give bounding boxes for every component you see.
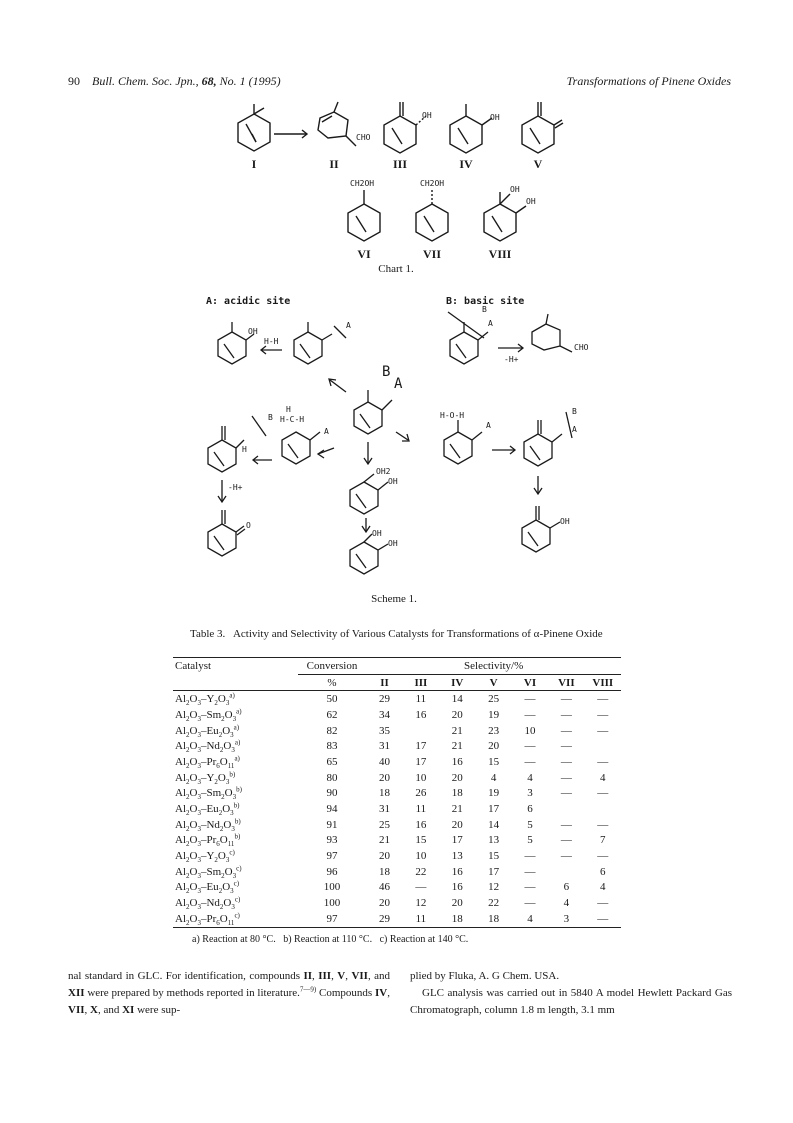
selectivity-cell: 4: [527, 771, 533, 784]
scheme-group-label: A: [488, 319, 493, 328]
chart1-group-label: OH: [490, 113, 500, 122]
conversion-cell: 83: [326, 740, 338, 753]
scheme-group-label: H-C-H: [280, 415, 305, 424]
reference-citation: 7—9): [299, 985, 317, 994]
selectivity-cell: —: [524, 881, 536, 894]
selectivity-cell: 18: [379, 865, 390, 878]
page-number: 90: [68, 74, 80, 88]
selectivity-cell: 29: [366, 911, 402, 927]
selectivity-cell: 34: [379, 708, 390, 721]
catalyst-cell: $Al_2O_3-Pr_6O_{11}^{c)}$: [173, 911, 298, 927]
conversion-cell: 94: [326, 803, 338, 816]
scheme-ring: [450, 332, 478, 364]
selectivity-cell: 40: [379, 755, 390, 768]
header-conversion: [298, 658, 367, 675]
scheme-group-label: H: [286, 405, 291, 414]
compound-label: VIII: [488, 247, 512, 261]
body-text: ,: [84, 1004, 91, 1016]
selectivity-cell: —: [560, 724, 572, 737]
scheme-ring: [282, 432, 310, 464]
selectivity-cell: —: [560, 771, 572, 784]
catalyst-cell: $Al_2O_3-Sm_2O_3^{a)}$: [175, 707, 242, 724]
table3: [173, 657, 621, 928]
selectivity-cell: 20: [379, 850, 390, 863]
conversion-cell: 91: [326, 818, 338, 831]
selectivity-cell: 5: [527, 834, 533, 847]
catalyst-cell: $Al_2O_3-Sm_2O_3^{c)}$: [175, 864, 242, 880]
selectivity-cell: 22: [415, 865, 427, 878]
body-text: Compounds: [316, 987, 376, 999]
scheme-group-label: OH: [560, 517, 570, 526]
selectivity-cell: 4: [600, 771, 606, 784]
scheme-ring: [294, 332, 322, 364]
catalyst-cell: $Al_2O_3-Pr_6O_{11}^{a)}$: [175, 754, 240, 771]
selectivity-cell: —: [597, 755, 609, 768]
table-row: [173, 848, 621, 864]
compound-ref: VII: [351, 970, 368, 982]
scheme-group-label: H-H: [264, 337, 279, 346]
selectivity-cell: 25: [379, 818, 390, 831]
conversion-cell: 100: [323, 897, 341, 910]
body-text: nal standard in GLC. For identification, compounds: [68, 970, 304, 982]
catalyst-cell: $Al_2O_3-Pr_6O_{11}^{b)}$: [175, 832, 241, 849]
scheme-ring: [350, 482, 378, 514]
body-text: , and: [97, 1004, 123, 1016]
table3-label: Table 3.: [190, 628, 226, 640]
selectivity-cell: 10: [415, 850, 427, 863]
body-paragraph: GLC analysis was carried out in 5840 A model Hewlett Packard Gas Chromatograph, column 1.8 m length, 3.1 mm: [410, 987, 732, 1016]
selectivity-cell: —: [585, 911, 621, 927]
selectivity-cell: —: [560, 708, 572, 721]
compound-ref: V: [337, 970, 346, 982]
compound-label: VII: [422, 247, 442, 261]
basic-site-label: B: basic site: [446, 296, 525, 307]
selectivity-cell: —: [597, 850, 609, 863]
selectivity-cell: 3: [548, 911, 584, 927]
scheme-group-label: B: [268, 413, 273, 422]
body-text: ,: [331, 970, 338, 982]
selectivity-cell: 31: [379, 740, 390, 753]
table-row: [173, 801, 621, 817]
selectivity-cell: 20: [379, 897, 390, 910]
selectivity-cell: 20: [379, 771, 390, 784]
conversion-cell: 96: [326, 865, 338, 878]
selectivity-cell: 5: [527, 818, 533, 831]
table-row: [173, 786, 621, 802]
header-product: V: [475, 674, 511, 691]
scheme-group-label: -H+: [504, 355, 519, 364]
conversion-cell: 97: [298, 911, 367, 927]
selectivity-cell: 20: [451, 897, 463, 910]
compound-VII-structure: [416, 190, 448, 241]
selectivity-cell: —: [597, 724, 609, 737]
scheme-ring: [532, 324, 560, 350]
scheme-group-label: CHO: [574, 343, 589, 352]
chart1-group-label: CHO: [356, 133, 371, 142]
header-product: III: [403, 674, 439, 691]
chart1-group-label: OH: [526, 197, 536, 206]
selectivity-cell: 7: [600, 834, 606, 847]
scheme-group-label: A: [572, 425, 577, 434]
selectivity-cell: —: [597, 818, 609, 831]
table-row: [173, 833, 621, 849]
acidic-site-label: A: acidic site: [206, 296, 291, 307]
catalyst-cell: $Al_2O_3-Nd_2O_3^{b)}$: [175, 817, 241, 833]
compound-IV-structure: [450, 104, 492, 153]
selectivity-cell: 11: [403, 911, 439, 927]
conversion-cell: 65: [326, 755, 338, 768]
table-row: [173, 738, 621, 754]
selectivity-cell: 18: [451, 787, 463, 800]
header-product: II: [366, 674, 402, 691]
scheme1-diagram: [196, 292, 616, 592]
selectivity-cell: 46: [379, 881, 390, 894]
selectivity-cell: —: [560, 755, 572, 768]
running-header-left: [68, 74, 281, 89]
compound-II-structure: [318, 102, 356, 146]
table-row: [173, 707, 621, 723]
selectivity-cell: —: [560, 693, 572, 706]
table3-footnotes: a) Reaction at 80 °C. b) Reaction at 110 °C. c) Reaction at 140 °C.: [192, 934, 469, 945]
table-row: [173, 817, 621, 833]
selectivity-cell: 20: [451, 818, 463, 831]
selectivity-cell: 4: [600, 881, 606, 894]
selectivity-cell: 21: [451, 740, 463, 753]
body-paragraph: plied by Fluka, A. G Chem. USA.: [410, 970, 560, 982]
compound-label: III: [392, 157, 408, 171]
selectivity-cell: 18: [439, 911, 475, 927]
table-row: [173, 880, 621, 896]
scheme-ring: [208, 440, 236, 472]
selectivity-cell: 16: [415, 818, 427, 831]
catalyst-cell: $Al_2O_3-Y_2O_3^{b)}$: [175, 770, 236, 786]
header-catalyst: Catalyst: [173, 658, 298, 675]
compound-ref: IV: [375, 987, 388, 999]
selectivity-cell: 20: [451, 771, 463, 784]
catalyst-cell: $Al_2O_3-Eu_2O_3^{a)}$: [175, 722, 240, 739]
selectivity-cell: 17: [488, 865, 500, 878]
selectivity-cell: —: [560, 740, 572, 753]
scheme-group-label: A: [394, 376, 403, 392]
selectivity-cell: —: [524, 693, 536, 706]
selectivity-cell: 11: [415, 803, 427, 816]
body-text: were sup-: [134, 1004, 181, 1016]
catalyst-cell: $Al_2O_3-Eu_2O_3^{c)}$: [175, 879, 240, 896]
selectivity-cell: 21: [451, 803, 463, 816]
selectivity-cell: 10: [524, 724, 536, 737]
scheme-group-label: OH: [388, 539, 398, 548]
selectivity-cell: 17: [415, 740, 427, 753]
conversion-cell: 100: [323, 881, 341, 894]
selectivity-cell: 18: [379, 787, 390, 800]
scheme-group-label: H-O-H: [440, 411, 465, 420]
scheme-group-label: A: [346, 321, 351, 330]
selectivity-cell: [585, 738, 621, 754]
selectivity-cell: 31: [379, 803, 390, 816]
selectivity-cell: [585, 801, 621, 817]
selectivity-cell: —: [524, 865, 536, 878]
scheme-group-label: B: [572, 407, 577, 416]
header-selectivity: Selectivity/%: [366, 658, 621, 675]
compound-label: VI: [357, 247, 371, 261]
selectivity-cell: 16: [451, 865, 463, 878]
table-row: [173, 911, 621, 927]
header-conversion-unit: %: [298, 674, 367, 691]
conversion-cell: 62: [326, 708, 338, 721]
scheme-group-label: OH: [248, 327, 258, 336]
header-conversion-text: Conversion: [306, 659, 358, 672]
selectivity-cell: 16: [415, 708, 427, 721]
selectivity-cell: 29: [379, 693, 390, 706]
scheme-ring: [208, 524, 236, 556]
selectivity-cell: —: [524, 850, 536, 863]
scheme-group-label: B: [382, 364, 391, 380]
selectivity-cell: 12: [488, 881, 500, 894]
selectivity-cell: 18: [475, 911, 511, 927]
selectivity-cell: 21: [451, 724, 463, 737]
selectivity-cell: 11: [415, 693, 427, 706]
selectivity-cell: —: [415, 881, 427, 894]
scheme-ring: [350, 542, 378, 574]
scheme-group-label: O: [246, 521, 251, 530]
selectivity-cell: 22: [488, 897, 500, 910]
body-column-left: [68, 968, 390, 1019]
selectivity-cell: 10: [415, 771, 427, 784]
selectivity-cell: —: [597, 787, 609, 800]
conversion-cell: 82: [326, 724, 338, 737]
selectivity-cell: —: [524, 708, 536, 721]
compound-label: IV: [459, 157, 473, 171]
header-product: VIII: [585, 674, 621, 691]
selectivity-cell: 4: [563, 897, 570, 910]
scheme-ring: [218, 332, 246, 364]
table3-body: [173, 691, 621, 927]
chart1-group-label: OH: [510, 185, 520, 194]
selectivity-cell: —: [560, 787, 572, 800]
scheme-ring: [354, 402, 382, 434]
selectivity-cell: 6: [563, 881, 570, 894]
scheme1-caption: Scheme 1.: [371, 593, 417, 605]
header-product: VI: [512, 674, 548, 691]
body-column-right: [410, 968, 732, 1019]
chart1-group-label: CH2OH: [350, 179, 375, 188]
journal-volume: 68,: [201, 74, 217, 88]
body-text: , and: [367, 970, 391, 982]
selectivity-cell: 19: [488, 787, 500, 800]
selectivity-cell: [548, 864, 584, 880]
selectivity-cell: 20: [451, 708, 463, 721]
scheme-group-label: H: [242, 445, 247, 454]
catalyst-cell: $Al_2O_3-Eu_2O_3^{b)}$: [175, 801, 240, 818]
table-row: [173, 691, 621, 707]
chart1-group-label: OH: [422, 111, 432, 120]
selectivity-cell: —: [560, 818, 572, 831]
scheme-ring: [522, 520, 550, 552]
selectivity-cell: 25: [488, 693, 500, 706]
compound-label: II: [329, 157, 339, 171]
selectivity-cell: —: [597, 708, 609, 721]
selectivity-cell: 6: [527, 803, 533, 816]
selectivity-cell: 35: [379, 724, 390, 737]
selectivity-cell: [548, 801, 584, 817]
running-title: Transformations of Pinene Oxides: [566, 74, 731, 88]
body-text: ,: [312, 970, 319, 982]
compound-VI-structure: [348, 190, 380, 241]
table3-title: [190, 627, 620, 641]
journal-name: Bull. Chem. Soc. Jpn.,: [92, 74, 199, 88]
selectivity-cell: [403, 723, 439, 739]
scheme-group-label: B: [482, 305, 487, 314]
scheme-group-label: OH: [388, 477, 398, 486]
selectivity-cell: 4: [512, 911, 548, 927]
selectivity-cell: 15: [488, 755, 500, 768]
chart1-caption: Chart 1.: [378, 263, 414, 275]
compound-ref: III: [318, 970, 332, 982]
journal-issue: No. 1 (1995): [219, 74, 281, 88]
selectivity-cell: 23: [488, 724, 500, 737]
table-row: [173, 723, 621, 739]
selectivity-cell: —: [524, 755, 536, 768]
body-text: ,: [387, 987, 390, 999]
selectivity-cell: 13: [488, 834, 500, 847]
selectivity-cell: 21: [379, 834, 390, 847]
conversion-cell: 80: [326, 771, 338, 784]
selectivity-cell: 26: [415, 787, 427, 800]
selectivity-cell: —: [597, 693, 609, 706]
compound-ref: X: [90, 1004, 98, 1016]
catalyst-cell: $Al_2O_3-Y_2O_3^{c)}$: [175, 848, 235, 865]
compound-I-structure: [238, 104, 270, 151]
selectivity-cell: 17: [451, 834, 463, 847]
header-product: VII: [548, 674, 584, 691]
scheme-ring: [444, 432, 472, 464]
conversion-cell: 50: [326, 693, 338, 706]
selectivity-cell: 13: [451, 850, 463, 863]
scheme-group-label: A: [324, 427, 329, 436]
conversion-cell: 97: [326, 850, 338, 863]
selectivity-cell: 16: [451, 755, 463, 768]
table3-caption: Activity and Selectivity of Various Catalysts for Transformations of α-Pinene Oxide: [232, 628, 603, 640]
body-text: were prepared by methods reported in literature.: [84, 987, 300, 999]
compound-ref: XII: [68, 987, 85, 999]
catalyst-cell: $Al_2O_3-Nd_2O_3^{c)}$: [175, 895, 241, 912]
compound-VIII-structure: [484, 192, 526, 241]
header-product: IV: [439, 674, 475, 691]
catalyst-cell: $Al_2O_3-Nd_2O_3^{a)}$: [175, 738, 241, 755]
selectivity-cell: 15: [488, 850, 500, 863]
compound-V-structure: [522, 102, 563, 153]
body-text: ,: [345, 970, 352, 982]
selectivity-cell: 20: [488, 740, 500, 753]
selectivity-cell: 14: [451, 693, 463, 706]
selectivity-cell: —: [597, 897, 609, 910]
compound-ref: VII: [68, 1004, 85, 1016]
selectivity-cell: —: [524, 897, 536, 910]
table-row: [173, 754, 621, 770]
compound-label: V: [533, 157, 543, 171]
compound-ref: II: [303, 970, 313, 982]
compound-label: I: [251, 157, 257, 171]
table-row: [173, 895, 621, 911]
scheme-group-label: -H+: [228, 483, 243, 492]
catalyst-cell: $Al_2O_3-Sm_2O_3^{b)}$: [175, 785, 242, 802]
selectivity-cell: 12: [415, 897, 427, 910]
conversion-cell: 93: [326, 834, 338, 847]
compound-ref: XI: [122, 1004, 135, 1016]
compound-III-structure: [384, 102, 426, 153]
selectivity-cell: 17: [488, 803, 500, 816]
catalyst-cell: $Al_2O_3-Y_2O_3^{a)}$: [175, 691, 235, 708]
scheme-ring: [524, 434, 552, 466]
selectivity-cell: —: [560, 834, 572, 847]
selectivity-cell: 17: [415, 755, 427, 768]
selectivity-cell: 3: [527, 787, 533, 800]
header-blank: [173, 674, 298, 691]
selectivity-cell: —: [560, 850, 572, 863]
table-row: [173, 770, 621, 786]
chart1-group-label: CH2OH: [420, 179, 445, 188]
chart1-structures: [200, 98, 600, 278]
selectivity-cell: 6: [600, 865, 606, 878]
scheme-group-label: OH2: [376, 467, 391, 476]
selectivity-cell: 19: [488, 708, 500, 721]
selectivity-cell: 16: [451, 881, 463, 894]
selectivity-cell: —: [524, 740, 536, 753]
selectivity-cell: 14: [488, 818, 500, 831]
conversion-cell: 90: [326, 787, 338, 800]
scheme-group-label: A: [486, 421, 491, 430]
selectivity-cell: 4: [490, 771, 497, 784]
table-row: [173, 864, 621, 880]
selectivity-cell: 15: [415, 834, 427, 847]
scheme-group-label: OH: [372, 529, 382, 538]
